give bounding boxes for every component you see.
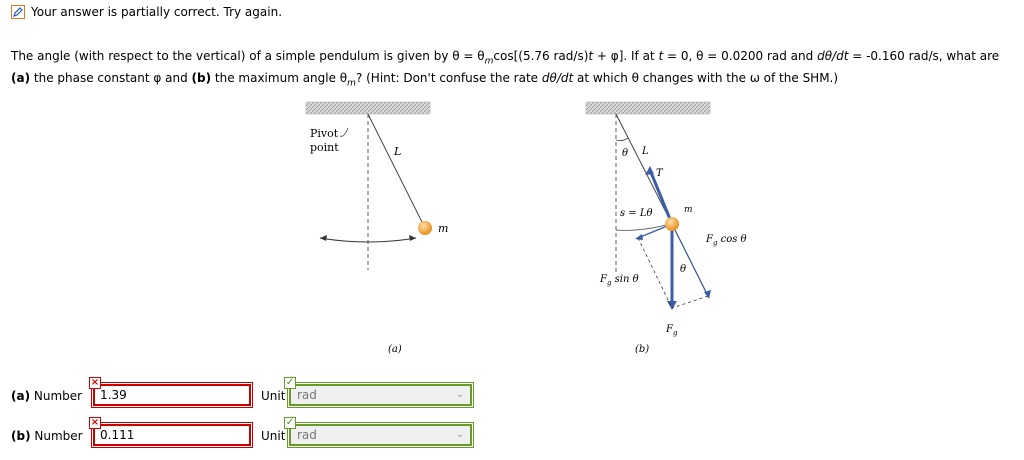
svg-text:θ: θ [680, 264, 687, 275]
svg-text:Fg sin θ: $F_g$ sin θ [600, 274, 639, 287]
status-text: Your answer is partially correct. Try again. [31, 5, 283, 19]
svg-text:(a): (a) [388, 344, 402, 355]
svg-text:s = Lθ: s = Lθ [620, 208, 653, 219]
correct-check-icon: ✓ [285, 377, 295, 388]
question-text: The angle (with respect to the vertical) of a simple pendulum is given by $\theta = \theta_m\cos[(5.76$ rad/s)t + φ]. If at t = 0, θ = 0.0200 rad and dθ/dt = -0.160 rad/s, what are (a) the phase constant φ and (b) the maximum angle $\theta_m$? (Hint: Don't confuse the rate dθ/dt at which θ changes with the ω of the SHM.) [11, 49, 1000, 89]
unit-label-b: Unit [261, 429, 286, 443]
answer-label-a: (a) Number [11, 389, 83, 403]
unit-select-b[interactable]: rad ⌄ [289, 424, 472, 446]
answer-row-a [11, 377, 481, 414]
status-message [11, 3, 282, 21]
svg-text:θ: θ [622, 148, 629, 159]
chevron-down-icon: ⌄ [455, 429, 464, 440]
number-input-b[interactable] [93, 424, 251, 446]
svg-text:L: L [394, 145, 402, 158]
svg-text:L: L [642, 146, 649, 157]
svg-text:Pivot: Pivot [310, 127, 339, 140]
svg-text:m: m [684, 205, 693, 215]
correct-check-icon: ✓ [285, 417, 295, 428]
svg-text:Fg cos θ: $F_g$ cos θ [706, 234, 747, 247]
unit-label-a: Unit [261, 389, 286, 403]
answer-row-b [11, 417, 481, 454]
chevron-down-icon: ⌄ [455, 389, 464, 400]
svg-text:m: m [438, 222, 449, 235]
figure-b-force-diagram [580, 100, 780, 360]
incorrect-x-icon: × [90, 417, 100, 428]
answer-label-b: (b) Number [11, 429, 83, 443]
svg-text:Fg: $F_g$ [666, 324, 678, 337]
number-input-a[interactable] [93, 384, 251, 406]
unit-select-a[interactable]: rad ⌄ [289, 384, 472, 406]
incorrect-x-icon: × [90, 377, 100, 388]
string [368, 114, 425, 228]
svg-text:(b): (b) [635, 344, 650, 355]
svg-text:T: T [656, 168, 663, 179]
figure-a-pendulum [300, 100, 460, 360]
bob [418, 221, 432, 235]
pencil-icon [11, 5, 25, 19]
svg-text:point: point [310, 141, 339, 154]
ceiling [306, 102, 430, 114]
